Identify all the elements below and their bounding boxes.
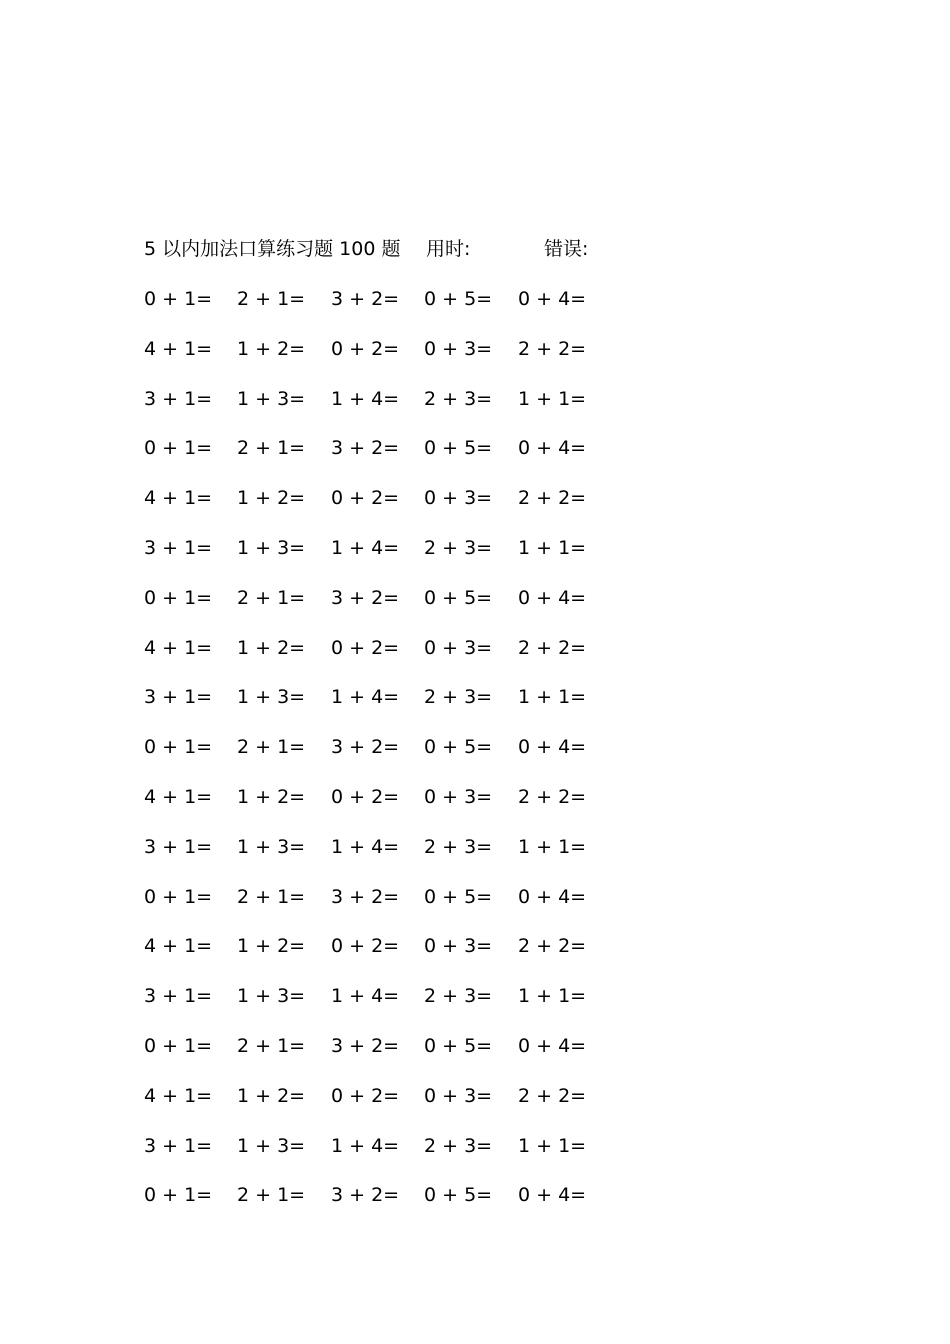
problem-cell: 2 + 1= xyxy=(237,885,306,908)
problem-cell: 1 + 1= xyxy=(518,985,587,1008)
problem-cell: 4 + 1= xyxy=(144,636,213,659)
problem-cell: 1 + 1= xyxy=(518,536,587,559)
problem-cell: 0 + 4= xyxy=(518,736,587,759)
problem-row xyxy=(144,684,704,734)
problem-cell: 1 + 4= xyxy=(331,835,400,858)
problem-cell: 1 + 3= xyxy=(237,985,306,1008)
problem-cell: 1 + 3= xyxy=(237,1134,306,1157)
problem-row xyxy=(144,336,704,386)
problem-cell: 3 + 2= xyxy=(331,288,400,310)
problem-cell: 2 + 2= xyxy=(518,1084,587,1107)
problem-cell: 1 + 3= xyxy=(237,686,306,709)
problem-cell: 1 + 3= xyxy=(237,536,306,559)
problem-cell: 1 + 4= xyxy=(331,686,400,709)
problem-cell: 3 + 1= xyxy=(144,835,213,858)
problem-cell: 0 + 4= xyxy=(518,885,587,908)
problem-cell: 0 + 2= xyxy=(331,636,400,659)
problem-cell: 0 + 3= xyxy=(424,487,493,510)
problem-cell: 1 + 2= xyxy=(237,636,306,659)
problem-cell: 0 + 4= xyxy=(518,1034,587,1057)
problem-cell: 1 + 2= xyxy=(237,935,306,958)
problem-cell: 2 + 1= xyxy=(237,288,306,310)
problem-cell: 2 + 2= xyxy=(518,636,587,659)
problem-cell: 3 + 1= xyxy=(144,387,213,410)
time-label: 用时: xyxy=(426,238,471,260)
problem-row xyxy=(144,485,704,535)
problem-grid xyxy=(144,286,704,1232)
worksheet-title: 5 以内加法口算练习题 100 题 xyxy=(144,238,401,260)
problem-cell: 0 + 5= xyxy=(424,586,493,609)
problem-row xyxy=(144,1033,704,1083)
problem-cell: 3 + 2= xyxy=(331,885,400,908)
problem-row xyxy=(144,834,704,884)
problem-cell: 0 + 1= xyxy=(144,885,213,908)
problem-cell: 0 + 5= xyxy=(424,288,493,310)
problem-row xyxy=(144,933,704,983)
problem-cell: 2 + 3= xyxy=(424,686,493,709)
worksheet xyxy=(144,236,704,1232)
problem-cell: 3 + 2= xyxy=(331,1034,400,1057)
problem-row xyxy=(144,286,704,336)
problem-cell: 0 + 1= xyxy=(144,736,213,759)
problem-cell: 4 + 1= xyxy=(144,935,213,958)
problem-cell: 2 + 3= xyxy=(424,387,493,410)
problem-cell: 1 + 4= xyxy=(331,387,400,410)
problem-cell: 0 + 2= xyxy=(331,785,400,808)
problem-cell: 2 + 2= xyxy=(518,337,587,360)
problem-cell: 1 + 2= xyxy=(237,1084,306,1107)
problem-row xyxy=(144,535,704,585)
problem-cell: 0 + 1= xyxy=(144,586,213,609)
problem-cell: 0 + 5= xyxy=(424,437,493,460)
problem-cell: 3 + 2= xyxy=(331,437,400,460)
problem-row xyxy=(144,884,704,934)
problem-cell: 1 + 3= xyxy=(237,387,306,410)
problem-cell: 1 + 1= xyxy=(518,387,587,410)
problem-cell: 3 + 1= xyxy=(144,686,213,709)
problem-cell: 0 + 1= xyxy=(144,1184,213,1207)
problem-cell: 4 + 1= xyxy=(144,785,213,808)
problem-cell: 2 + 3= xyxy=(424,1134,493,1157)
problem-cell: 0 + 2= xyxy=(331,337,400,360)
problem-cell: 0 + 1= xyxy=(144,288,213,310)
problem-row xyxy=(144,435,704,485)
problem-cell: 2 + 3= xyxy=(424,985,493,1008)
problem-cell: 1 + 4= xyxy=(331,1134,400,1157)
problem-cell: 2 + 1= xyxy=(237,736,306,759)
problem-cell: 0 + 5= xyxy=(424,736,493,759)
problem-cell: 3 + 1= xyxy=(144,536,213,559)
problem-row xyxy=(144,1182,704,1232)
problem-cell: 0 + 3= xyxy=(424,1084,493,1107)
problem-cell: 2 + 2= xyxy=(518,487,587,510)
problem-cell: 0 + 1= xyxy=(144,437,213,460)
problem-cell: 2 + 3= xyxy=(424,835,493,858)
problem-cell: 1 + 1= xyxy=(518,835,587,858)
problem-cell: 3 + 2= xyxy=(331,586,400,609)
problem-cell: 2 + 2= xyxy=(518,935,587,958)
problem-cell: 1 + 1= xyxy=(518,686,587,709)
problem-cell: 2 + 1= xyxy=(237,586,306,609)
problem-cell: 2 + 3= xyxy=(424,536,493,559)
problem-cell: 1 + 4= xyxy=(331,536,400,559)
problem-cell: 2 + 1= xyxy=(237,1184,306,1207)
problem-cell: 4 + 1= xyxy=(144,1084,213,1107)
problem-cell: 3 + 1= xyxy=(144,985,213,1008)
problem-row xyxy=(144,585,704,635)
problem-row xyxy=(144,1133,704,1183)
problem-cell: 1 + 1= xyxy=(518,1134,587,1157)
problem-cell: 3 + 2= xyxy=(331,1184,400,1207)
problem-cell: 3 + 2= xyxy=(331,736,400,759)
problem-cell: 0 + 5= xyxy=(424,1034,493,1057)
problem-cell: 0 + 4= xyxy=(518,586,587,609)
problem-cell: 4 + 1= xyxy=(144,337,213,360)
problem-cell: 3 + 1= xyxy=(144,1134,213,1157)
problem-cell: 1 + 4= xyxy=(331,985,400,1008)
problem-cell: 1 + 3= xyxy=(237,835,306,858)
problem-cell: 0 + 3= xyxy=(424,337,493,360)
problem-row xyxy=(144,386,704,436)
problem-cell: 0 + 4= xyxy=(518,1184,587,1207)
problem-cell: 0 + 4= xyxy=(518,288,587,310)
worksheet-header xyxy=(144,236,704,262)
problem-row xyxy=(144,983,704,1033)
problem-row xyxy=(144,635,704,685)
errors-label: 错误: xyxy=(544,238,589,260)
problem-cell: 0 + 2= xyxy=(331,1084,400,1107)
problem-cell: 0 + 3= xyxy=(424,636,493,659)
problem-cell: 1 + 2= xyxy=(237,337,306,360)
problem-cell: 0 + 5= xyxy=(424,1184,493,1207)
problem-cell: 2 + 1= xyxy=(237,1034,306,1057)
problem-cell: 2 + 1= xyxy=(237,437,306,460)
problem-cell: 1 + 2= xyxy=(237,785,306,808)
problem-cell: 4 + 1= xyxy=(144,487,213,510)
problem-cell: 0 + 2= xyxy=(331,487,400,510)
problem-row xyxy=(144,1083,704,1133)
problem-cell: 0 + 3= xyxy=(424,785,493,808)
problem-cell: 0 + 5= xyxy=(424,885,493,908)
problem-cell: 0 + 2= xyxy=(331,935,400,958)
problem-cell: 0 + 1= xyxy=(144,1034,213,1057)
problem-cell: 2 + 2= xyxy=(518,785,587,808)
problem-row xyxy=(144,734,704,784)
problem-row xyxy=(144,784,704,834)
problem-cell: 0 + 4= xyxy=(518,437,587,460)
problem-cell: 1 + 2= xyxy=(237,487,306,510)
problem-cell: 0 + 3= xyxy=(424,935,493,958)
